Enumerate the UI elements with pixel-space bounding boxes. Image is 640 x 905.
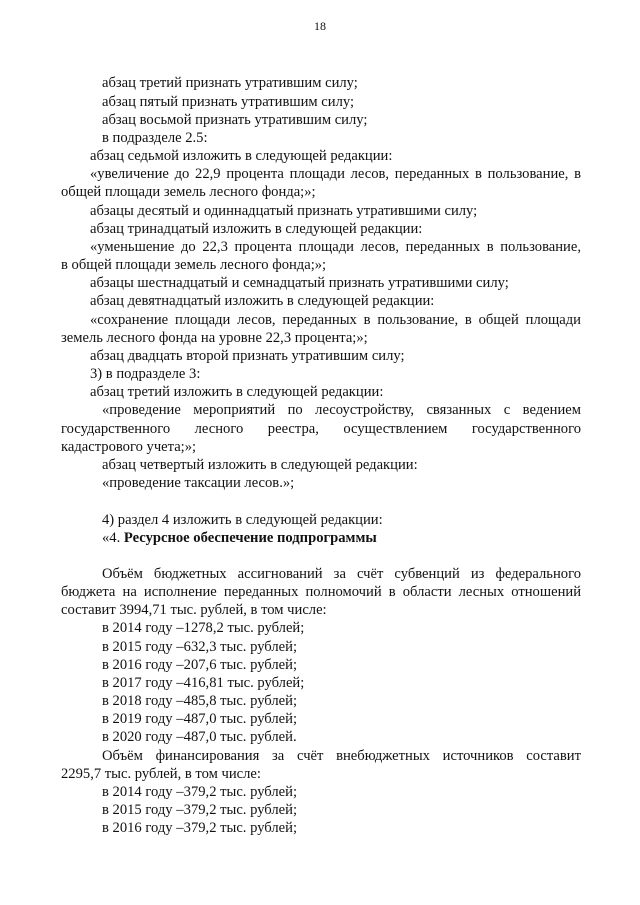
text-line: «уменьшение до 22,3 процента площади лесов, переданных в пользование, [90, 239, 581, 255]
text-line: кадастрового учета;»; [61, 439, 197, 455]
year-label: в 2014 году – [102, 620, 184, 636]
year-label: в 2015 году – [102, 639, 184, 655]
year-label: в 2015 году – [102, 802, 184, 818]
text-line: абзац тринадцатый изложить в следующей редакции: [90, 221, 423, 237]
text-line: бюджета на исполнение переданных полномочий в области лесных отношений [61, 584, 581, 600]
text-line: абзац третий признать утратившим силу; [102, 75, 358, 91]
budget-year-row [102, 711, 297, 728]
year-label: в 2018 году – [102, 693, 184, 709]
text-line: абзац пятый признать утратившим силу; [102, 94, 355, 110]
budget-year-row [102, 639, 297, 656]
text-line: абзац двадцать второй признать утратившим силу; [90, 348, 405, 364]
year-amount: 207,6 тыс. рублей; [183, 657, 297, 673]
text-line: абзац третий изложить в следующей редакции: [90, 384, 384, 400]
text-line: «проведение мероприятий по лесоустройству, связанных с ведением [102, 402, 581, 418]
text-line: Объём бюджетных ассигнований за счёт субвенций из федерального [102, 566, 581, 582]
page-number: 18 [314, 19, 326, 33]
section-heading-title: Ресурсное обеспечение подпрограммы [123, 530, 377, 546]
text-line: абзац четвертый изложить в следующей редакции: [102, 457, 418, 473]
text-line: Объём финансирования за счёт внебюджетных источников составит [102, 748, 581, 764]
year-amount: 1278,2 тыс. рублей; [183, 620, 305, 636]
text-line: государственного лесного реестра, осуществлением государственного [61, 421, 581, 437]
text-line: в общей площади земель лесного фонда;»; [61, 257, 327, 273]
budget-year-row [102, 729, 297, 746]
text-line: «увеличение до 22,9 процента площади лесов, переданных в пользование, в [90, 166, 581, 182]
text-line: абзацы шестнадцатый и семнадцатый признать утратившими силу; [90, 275, 509, 291]
year-label: в 2020 году – [102, 729, 184, 745]
year-amount: 632,3 тыс. рублей; [183, 639, 297, 655]
year-label: в 2016 году – [102, 820, 184, 836]
year-label: в 2019 году – [102, 711, 184, 727]
extra-year-row [102, 820, 297, 837]
budget-year-row [102, 675, 304, 692]
year-label: в 2016 году – [102, 657, 184, 673]
budget-year-row [102, 657, 297, 674]
text-line: абзац седьмой изложить в следующей редакции: [90, 148, 393, 164]
year-amount: 485,8 тыс. рублей; [183, 693, 297, 709]
text-line: 3) в подразделе 3: [90, 366, 201, 382]
budget-year-row [102, 693, 297, 710]
text-line: 2295,7 тыс. рублей, в том числе: [61, 766, 261, 782]
text-line: абзац девятнадцатый изложить в следующей редакции: [90, 293, 435, 309]
year-amount: 487,0 тыс. рублей. [183, 729, 297, 745]
extra-year-row [102, 784, 297, 801]
text-line: составит 3994,71 тыс. рублей, в том числе: [61, 602, 327, 618]
budget-year-row [102, 620, 304, 637]
year-label: в 2017 году – [102, 675, 184, 691]
text-line: 4) раздел 4 изложить в следующей редакции: [102, 512, 383, 528]
year-amount: 379,2 тыс. рублей; [183, 784, 297, 800]
text-line: земель лесного фонда на уровне 22,3 процента;»; [61, 330, 368, 346]
year-amount: 487,0 тыс. рублей; [183, 711, 297, 727]
extra-year-row [102, 802, 297, 819]
text-line: «проведение таксации лесов.»; [102, 475, 295, 491]
section-heading-prefix: «4. [102, 530, 121, 546]
text-line: «сохранение площади лесов, переданных в пользование, в общей площади [90, 312, 581, 328]
text-line: общей площади земель лесного фонда;»; [61, 184, 316, 200]
text-line: в подразделе 2.5: [102, 130, 208, 146]
year-amount: 416,81 тыс. рублей; [183, 675, 305, 691]
year-amount: 379,2 тыс. рублей; [183, 820, 297, 836]
section-heading [102, 530, 377, 547]
text-line: абзац восьмой признать утратившим силу; [102, 112, 368, 128]
year-label: в 2014 году – [102, 784, 184, 800]
year-amount: 379,2 тыс. рублей; [183, 802, 297, 818]
text-line: абзацы десятый и одиннадцатый признать утратившими силу; [90, 203, 478, 219]
